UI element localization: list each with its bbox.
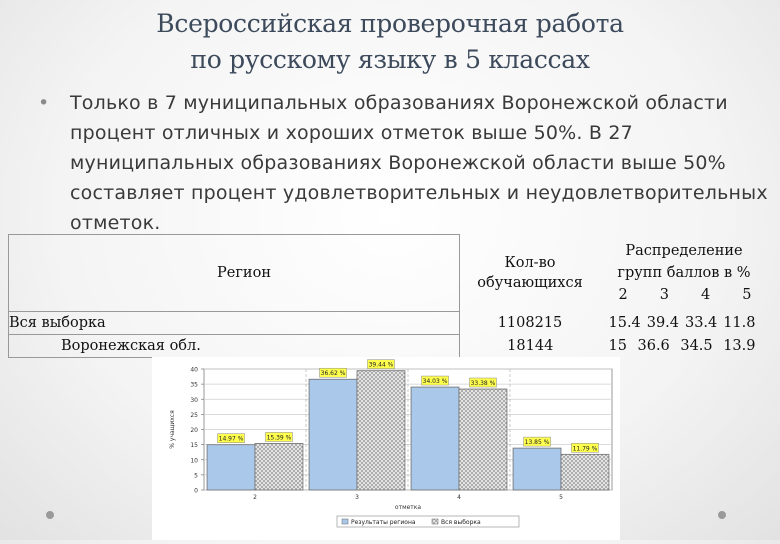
row-value: 39.4 <box>646 315 680 331</box>
data-label: 13.85 % <box>524 439 550 447</box>
bar <box>357 371 405 490</box>
row-values <box>601 312 768 335</box>
dist-header-line-2: групп баллов в % <box>617 265 751 281</box>
table-row <box>9 335 768 358</box>
decorative-dot-icon <box>46 511 54 519</box>
results-table <box>8 234 768 358</box>
x-axis-label: отметка <box>394 504 422 511</box>
bar <box>411 387 459 490</box>
y-tick-label: 35 <box>190 381 198 389</box>
row-count: 18144 <box>507 338 554 354</box>
data-label: 15.39 % <box>266 434 292 442</box>
bar <box>561 454 609 490</box>
legend-swatch <box>432 519 438 524</box>
data-label: 36.62 % <box>320 370 346 378</box>
bullet-text: Только в 7 муниципальных образованиях Воронежской области процент отличных и хороших отметок выше 50%. В 27 муниципальных образованиях Воронежской области выше 50% составляет процент удовлетворительных и неудовлетворительных отметок. <box>70 92 768 234</box>
y-tick-label: 25 <box>190 411 198 419</box>
legend-label: Результаты региона <box>351 519 416 526</box>
grade-label: 5 <box>742 287 752 303</box>
bar <box>309 379 357 490</box>
x-tick-label: 2 <box>253 494 257 501</box>
data-label: 39.44 % <box>368 361 394 369</box>
y-tick-label: 10 <box>190 457 198 465</box>
bar <box>513 448 561 490</box>
grade-label: 2 <box>618 287 628 303</box>
distribution-header <box>601 235 768 312</box>
title-line-2: по русскому языку в 5 классах <box>190 45 590 74</box>
y-tick-label: 40 <box>190 366 198 374</box>
y-tick-label: 20 <box>190 427 198 434</box>
data-label: 33.38 % <box>470 380 496 388</box>
row-name: Воронежская обл. <box>9 335 460 358</box>
row-values <box>601 335 768 358</box>
row-value: 33.4 <box>684 315 718 331</box>
count-header <box>460 235 601 312</box>
row-value: 15 <box>608 338 627 354</box>
y-axis-label: % учащихся <box>169 410 176 449</box>
count-header-line-1: Кол-во <box>504 255 556 271</box>
bar <box>255 443 303 490</box>
grade-label: 3 <box>659 287 669 303</box>
y-tick-label: 15 <box>190 442 198 450</box>
data-label: 11.79 % <box>572 445 598 453</box>
bar-chart <box>152 357 620 540</box>
data-label: 14.97 % <box>218 435 244 443</box>
row-value: 13.9 <box>723 338 756 354</box>
y-tick-label: 0 <box>194 487 198 495</box>
bullet-paragraph <box>38 88 768 238</box>
slide-title <box>0 6 780 78</box>
grade-labels <box>601 284 768 306</box>
y-tick-label: 5 <box>194 472 198 480</box>
decorative-dot-icon <box>718 511 726 519</box>
dist-header-line-1: Распределение <box>625 243 743 259</box>
row-value: 34.5 <box>680 338 713 354</box>
region-header: Регион <box>9 235 460 312</box>
legend-swatch <box>342 519 348 524</box>
table-row <box>9 312 768 335</box>
count-header-line-2: обучающихся <box>477 275 583 291</box>
x-tick-label: 5 <box>559 494 563 501</box>
row-value: 15.4 <box>608 315 641 331</box>
row-name: Вся выборка <box>9 312 460 335</box>
bullet-dot-icon: • <box>38 92 50 114</box>
row-count: 1108215 <box>497 315 563 331</box>
x-tick-label: 4 <box>457 494 461 501</box>
bar <box>459 389 507 490</box>
legend-label: Вся выборка <box>441 519 481 526</box>
table-header-row <box>9 235 768 312</box>
row-value: 36.6 <box>637 338 670 354</box>
row-value: 11.8 <box>723 315 756 331</box>
data-label: 34.03 % <box>422 378 448 386</box>
chart-panel <box>152 357 620 540</box>
y-tick-label: 30 <box>190 396 198 404</box>
bar <box>207 445 255 490</box>
title-line-1: Всероссийская проверочная работа <box>156 9 624 38</box>
x-tick-label: 3 <box>355 494 359 501</box>
grade-label: 4 <box>701 287 711 303</box>
